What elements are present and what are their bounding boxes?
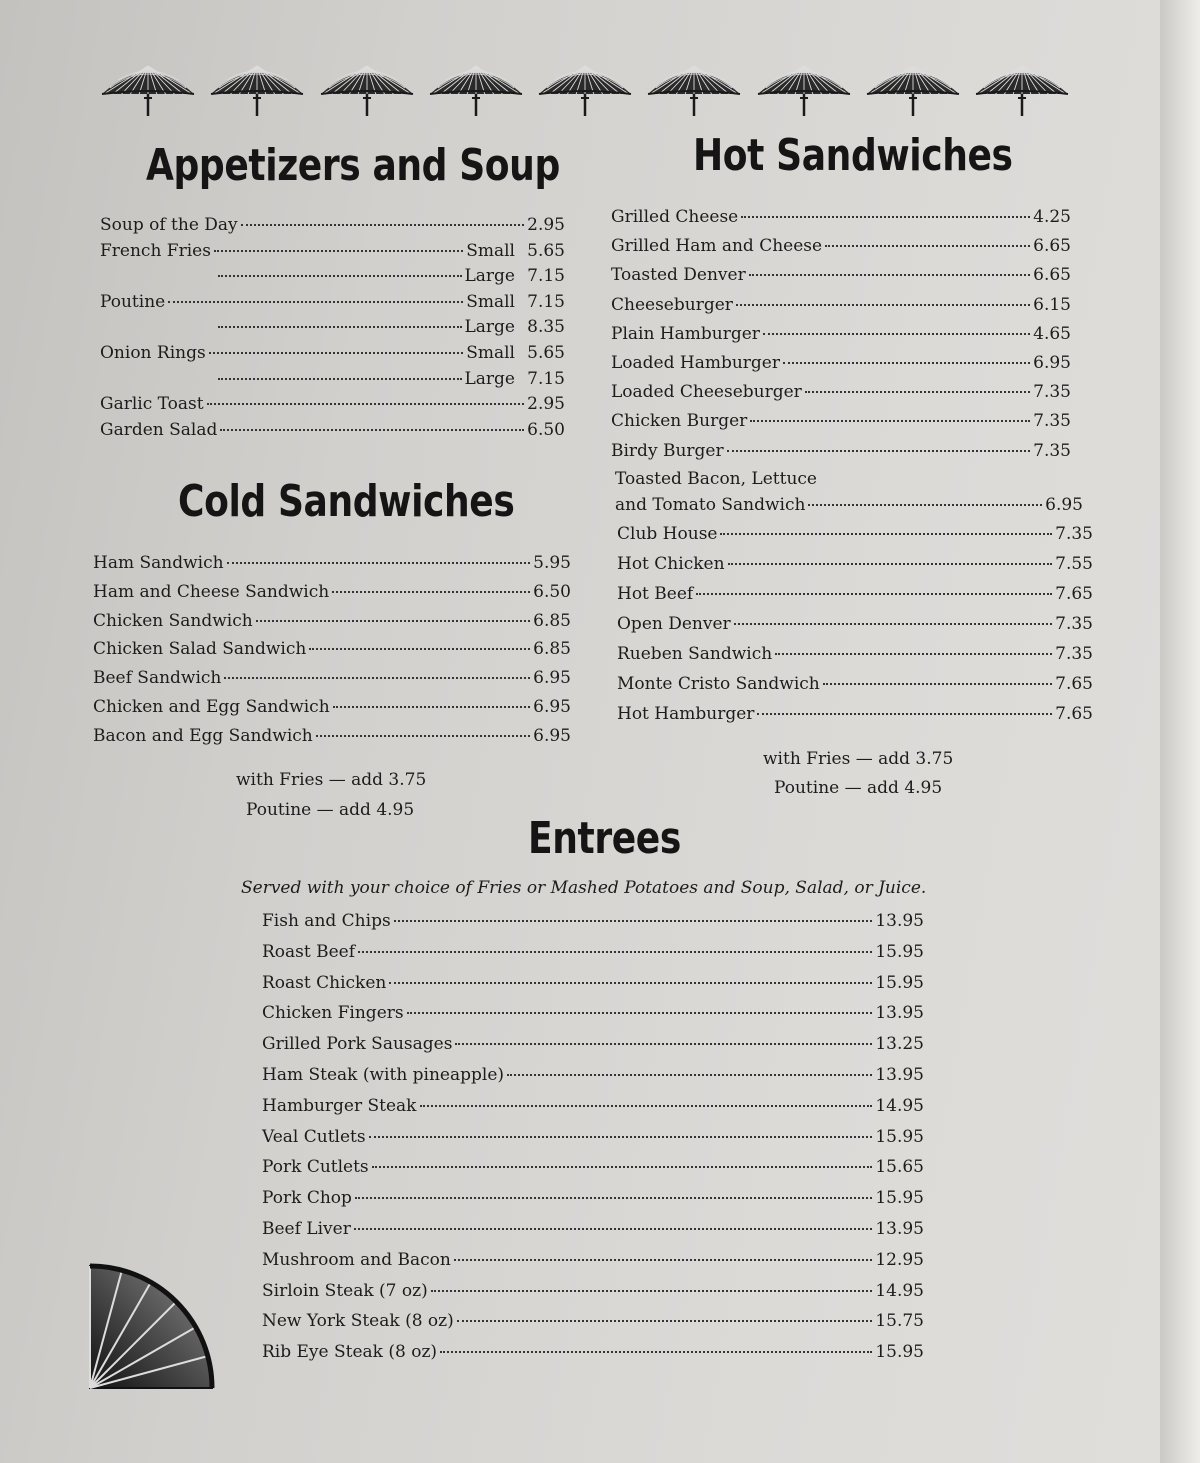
menu-item <box>262 998 924 1029</box>
dot-leader <box>734 623 1052 625</box>
item-name: Hot Hamburger <box>617 704 755 724</box>
item-name: French Fries <box>100 240 211 261</box>
item-price: 15.95 <box>875 1126 924 1147</box>
item-price: 2.95 <box>527 215 565 235</box>
item-name: Roast Chicken <box>262 972 387 993</box>
menu-item <box>262 1245 924 1276</box>
menu-item <box>93 635 571 664</box>
menu-item <box>93 693 571 722</box>
dot-leader <box>372 1166 873 1168</box>
item-price: 6.15 <box>1033 294 1071 315</box>
menu-item <box>617 669 1093 699</box>
item-price: 13.95 <box>875 1064 924 1085</box>
item-name: Plain Hamburger <box>611 323 760 344</box>
dot-leader <box>358 951 872 953</box>
hot-sandwiches-list <box>611 203 1071 466</box>
menu-item <box>262 1337 924 1368</box>
blt-line2 <box>615 492 1083 518</box>
umbrella-icon <box>756 58 852 120</box>
item-price: 5.65 <box>527 240 565 261</box>
menu-item <box>262 1091 924 1122</box>
item-name: Chicken Salad Sandwich <box>93 639 307 660</box>
item-price: 8.35 <box>527 317 565 338</box>
item-name: Beef Sandwich <box>93 668 222 689</box>
menu-item <box>262 1122 924 1153</box>
item-name: Hot Beef <box>617 584 694 604</box>
hot-poutine-note: Poutine — add 4.95 <box>774 778 943 798</box>
menu-item <box>611 232 1071 261</box>
item-price: 2.95 <box>527 394 565 415</box>
entrees-heading: Entrees <box>528 813 681 864</box>
menu-item <box>100 290 565 316</box>
item-name: Chicken and Egg Sandwich <box>93 696 330 717</box>
menu-item <box>262 937 924 968</box>
dot-leader <box>420 1105 873 1107</box>
item-price: 13.95 <box>875 911 924 931</box>
item-name: Grilled Cheese <box>611 207 739 227</box>
item-size: Large <box>464 266 515 287</box>
hot-sandwiches-heading: Hot Sandwiches <box>693 130 1013 181</box>
dot-leader <box>333 706 530 708</box>
item-price: 12.95 <box>875 1249 924 1270</box>
item-price: 13.25 <box>875 1034 924 1055</box>
menu-item <box>617 639 1093 669</box>
item-name: Fish and Chips <box>262 911 391 931</box>
menu-item <box>262 1060 924 1091</box>
umbrella-icon <box>428 58 524 120</box>
dot-leader <box>394 920 873 922</box>
dot-leader <box>507 1074 872 1076</box>
item-price: 7.15 <box>527 368 565 389</box>
menu-item <box>262 906 924 937</box>
item-size: Small <box>466 240 515 261</box>
item-price: 6.85 <box>533 610 571 631</box>
dot-leader <box>727 450 1031 452</box>
item-price: 15.95 <box>875 1342 924 1363</box>
menu-item <box>617 549 1093 579</box>
dot-leader <box>750 420 1030 422</box>
hot-sandwiches-list-2 <box>617 519 1093 729</box>
item-price: 7.55 <box>1055 554 1093 574</box>
item-name: Rueben Sandwich <box>617 644 773 664</box>
dot-leader <box>431 1290 873 1292</box>
menu-item <box>262 968 924 999</box>
item-name: Grilled Pork Sausages <box>262 1034 453 1055</box>
menu-item <box>262 1214 924 1245</box>
item-price: 5.95 <box>533 553 571 573</box>
item-price: 6.95 <box>533 725 571 746</box>
item-name: New York Steak (8 oz) <box>262 1311 454 1332</box>
umbrella-icon <box>319 58 415 120</box>
dot-leader <box>309 648 530 650</box>
item-name: Monte Cristo Sandwich <box>617 674 820 694</box>
menu-item <box>100 213 565 239</box>
item-name: Beef Liver <box>262 1218 351 1239</box>
cold-sandwiches-list <box>93 549 571 751</box>
item-price: 6.50 <box>533 581 571 602</box>
item-price: 7.35 <box>1033 382 1071 403</box>
dot-leader <box>736 304 1030 306</box>
cold-sandwiches-heading: Cold Sandwiches <box>178 476 515 527</box>
item-price: 6.50 <box>527 419 565 440</box>
item-name: Soup of the Day <box>100 215 238 235</box>
menu-item <box>93 549 571 578</box>
menu-item <box>93 664 571 693</box>
dot-leader <box>332 591 530 593</box>
item-price: 7.35 <box>1055 614 1093 634</box>
cold-poutine-note: Poutine — add 4.95 <box>246 800 415 820</box>
item-price: 7.35 <box>1055 524 1093 544</box>
item-name: Birdy Burger <box>611 440 724 461</box>
dot-leader <box>457 1320 873 1322</box>
appetizers-list <box>100 213 565 443</box>
item-price: 6.85 <box>533 639 571 660</box>
menu-item <box>611 203 1071 232</box>
umbrella-icon <box>209 58 305 120</box>
appetizers-heading: Appetizers and Soup <box>146 140 560 191</box>
entrees-list <box>262 906 924 1368</box>
dot-leader <box>808 504 1042 506</box>
dot-leader <box>218 326 462 328</box>
item-name: Veal Cutlets <box>262 1126 366 1147</box>
dot-leader <box>354 1228 873 1230</box>
menu-item <box>262 1306 924 1337</box>
umbrella-icon <box>537 58 633 120</box>
item-price: 6.95 <box>1033 353 1071 374</box>
item-name: Chicken Fingers <box>262 1003 404 1024</box>
umbrella-icon <box>100 58 196 120</box>
item-name: Hamburger Steak <box>262 1095 417 1116</box>
item-name: Chicken Burger <box>611 411 748 432</box>
menu-item <box>262 1183 924 1214</box>
menu-item <box>617 609 1093 639</box>
dot-leader <box>749 274 1030 276</box>
item-price: 7.65 <box>1055 584 1093 604</box>
item-name: Grilled Ham and Cheese <box>611 236 823 257</box>
dot-leader <box>825 245 1030 247</box>
menu-item <box>93 722 571 751</box>
item-name: Pork Cutlets <box>262 1157 369 1178</box>
item-price: 14.95 <box>875 1280 924 1301</box>
umbrella-icon <box>646 58 742 120</box>
menu-item <box>93 607 571 636</box>
item-name: Rib Eye Steak (8 oz) <box>262 1342 438 1363</box>
menu-item <box>262 1276 924 1307</box>
blt-name-line2: and Tomato Sandwich <box>615 495 806 515</box>
item-price: 15.95 <box>875 972 924 993</box>
item-name: Ham Sandwich <box>93 553 224 573</box>
dot-leader <box>728 563 1053 565</box>
menu-item <box>611 378 1071 407</box>
dot-leader <box>316 735 530 737</box>
item-name: Mushroom and Bacon <box>262 1249 451 1270</box>
item-name: Ham Steak (with pineapple) <box>262 1064 505 1085</box>
item-price: 15.95 <box>875 1188 924 1209</box>
menu-item <box>100 367 565 393</box>
menu-item <box>611 437 1071 466</box>
item-size: Small <box>466 291 515 312</box>
dot-leader <box>783 362 1030 364</box>
item-name: Open Denver <box>617 614 731 634</box>
item-name: Pork Chop <box>262 1188 352 1209</box>
umbrella-icon <box>974 58 1070 120</box>
dot-leader <box>218 275 462 277</box>
menu-item <box>100 392 565 418</box>
item-price: 4.65 <box>1033 323 1071 344</box>
item-size: Large <box>464 368 515 389</box>
dot-leader <box>256 620 530 622</box>
dot-leader <box>763 333 1030 335</box>
item-name: Ham and Cheese Sandwich <box>93 581 330 602</box>
item-size: Small <box>466 342 515 363</box>
umbrella-border <box>100 58 1070 120</box>
hot-fries-note: with Fries — add 3.75 <box>763 749 954 769</box>
dot-leader <box>241 224 524 226</box>
item-name: Hot Chicken <box>617 554 725 574</box>
menu-item <box>262 1152 924 1183</box>
menu-item <box>617 579 1093 609</box>
menu-item <box>617 699 1093 729</box>
menu-item <box>611 407 1071 436</box>
item-price: 15.65 <box>875 1157 924 1178</box>
item-name: Onion Rings <box>100 342 206 363</box>
dot-leader <box>207 403 525 405</box>
umbrella-icon <box>865 58 961 120</box>
dot-leader <box>757 713 1052 715</box>
item-name: Cheeseburger <box>611 294 733 315</box>
dot-leader <box>168 301 463 303</box>
item-name: Roast Beef <box>262 941 356 962</box>
item-price: 7.35 <box>1055 644 1093 664</box>
dot-leader <box>224 677 530 679</box>
item-name: Poutine <box>100 291 166 312</box>
dot-leader <box>227 562 531 564</box>
menu-item <box>611 261 1071 290</box>
dot-leader <box>455 1043 872 1045</box>
item-price: 7.65 <box>1055 674 1093 694</box>
item-name: Club House <box>617 524 718 544</box>
item-price: 6.65 <box>1033 236 1071 257</box>
dot-leader <box>741 216 1030 218</box>
item-price: 6.65 <box>1033 265 1071 286</box>
item-price: 6.95 <box>533 668 571 689</box>
item-price: 6.95 <box>533 696 571 717</box>
item-price: 7.35 <box>1033 411 1071 432</box>
menu-item <box>611 291 1071 320</box>
menu-item <box>611 320 1071 349</box>
item-price: 7.15 <box>527 266 565 287</box>
fan-icon <box>78 1262 218 1402</box>
dot-leader <box>775 653 1052 655</box>
dot-leader <box>214 250 463 252</box>
item-name: Bacon and Egg Sandwich <box>93 725 313 746</box>
item-price: 4.25 <box>1033 207 1071 227</box>
menu-item <box>100 341 565 367</box>
dot-leader <box>369 1136 873 1138</box>
dot-leader <box>454 1259 872 1261</box>
menu-item <box>100 239 565 265</box>
dot-leader <box>355 1197 872 1199</box>
menu-item <box>611 349 1071 378</box>
item-name: Chicken Sandwich <box>93 610 253 631</box>
blt-item <box>615 466 1083 518</box>
item-size: Large <box>464 317 515 338</box>
item-price: 7.35 <box>1033 440 1071 461</box>
dot-leader <box>218 378 462 380</box>
item-price: 7.15 <box>527 291 565 312</box>
item-price: 14.95 <box>875 1095 924 1116</box>
dot-leader <box>407 1012 873 1014</box>
item-name: Loaded Hamburger <box>611 353 780 374</box>
dot-leader <box>220 429 524 431</box>
item-price: 15.95 <box>875 941 924 962</box>
item-name: Garden Salad <box>100 419 218 440</box>
blt-name-line1: Toasted Bacon, Lettuce <box>615 469 817 489</box>
dot-leader <box>440 1351 872 1353</box>
item-price: 13.95 <box>875 1003 924 1024</box>
menu-item <box>93 578 571 607</box>
blt-price: 6.95 <box>1045 495 1083 515</box>
item-price: 15.75 <box>875 1311 924 1332</box>
cold-fries-note: with Fries — add 3.75 <box>236 770 427 790</box>
item-name: Loaded Cheeseburger <box>611 382 802 403</box>
item-name: Toasted Denver <box>611 265 746 286</box>
item-name: Garlic Toast <box>100 394 204 415</box>
page-edge <box>1160 0 1200 1463</box>
entrees-subtitle: Served with your choice of Fries or Mashed Potatoes and Soup, Salad, or Juice. <box>241 878 927 898</box>
item-price: 5.65 <box>527 342 565 363</box>
menu-item <box>100 315 565 341</box>
dot-leader <box>823 683 1052 685</box>
item-name: Sirloin Steak (7 oz) <box>262 1280 428 1301</box>
menu-item <box>100 264 565 290</box>
item-price: 7.65 <box>1055 704 1093 724</box>
menu-item <box>617 519 1093 549</box>
dot-leader <box>805 391 1030 393</box>
menu-item <box>100 418 565 444</box>
dot-leader <box>720 533 1052 535</box>
dot-leader <box>389 982 872 984</box>
menu-item <box>262 1029 924 1060</box>
dot-leader <box>209 352 464 354</box>
dot-leader <box>696 593 1052 595</box>
item-price: 13.95 <box>875 1218 924 1239</box>
